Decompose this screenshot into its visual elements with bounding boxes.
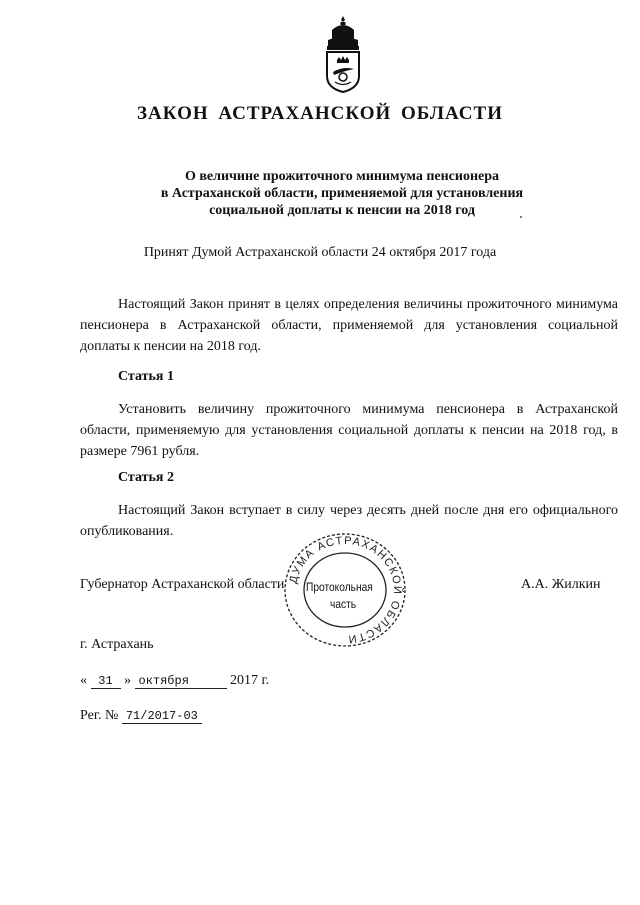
article-2-text: Настоящий Закон вступает в силу через десять дней после дня его официального опубликования. <box>80 503 618 539</box>
subject-line: социальной доплаты к пенсии на 2018 год <box>209 203 475 218</box>
stamp-ring-text: ДУМА АСТРАХАНСКОЙ ОБЛАСТИ <box>287 534 404 646</box>
law-title: ЗАКОН АСТРАХАНСКОЙ ОБЛАСТИ <box>137 103 503 124</box>
astrakhan-coat-of-arms-icon <box>318 14 368 94</box>
date-close-quote: » <box>124 673 131 688</box>
signing-city: г. Астрахань <box>80 637 154 652</box>
scan-speck <box>520 216 522 218</box>
registration-number <box>80 708 202 724</box>
stamp-center-line2: часть <box>330 597 357 611</box>
article-1-heading: Статья 1 <box>118 369 174 384</box>
preamble-paragraph: Настоящий Закон принят в целях определения величины прожиточного минимума пенсионера в Астраханской области, применяемой для установления социальной доплаты к пенсии на 2018 год. <box>80 297 618 354</box>
date-open-quote: « <box>80 673 87 688</box>
subject-line: в Астраханской области, применяемой для установления <box>160 186 524 201</box>
date-day: 31 <box>91 674 121 689</box>
subject-line: О величине прожиточного минимума пенсионера <box>184 169 500 184</box>
article-2-heading: Статья 2 <box>118 470 174 485</box>
date-month: октября <box>135 674 227 689</box>
law-subject <box>100 168 584 219</box>
signing-date <box>80 673 269 689</box>
date-year: 2017 г. <box>230 673 270 688</box>
adoption-note: Принят Думой Астраханской области 24 октября 2017 года <box>143 245 497 260</box>
stamp-center-line1: Протокольная <box>306 580 373 594</box>
signatory-name: А.А. Жилкин <box>521 577 601 592</box>
signatory-position: Губернатор Астраханской области <box>80 577 285 592</box>
registration-value: 71/2017-03 <box>122 709 202 724</box>
registration-label: Рег. № <box>80 708 119 723</box>
article-1-text: Установить величину прожиточного минимума пенсионера в Астраханской области, применяемую для установления социальной доплаты к пенсии на 2018 год, в размере 7961 рубля. <box>80 402 618 459</box>
